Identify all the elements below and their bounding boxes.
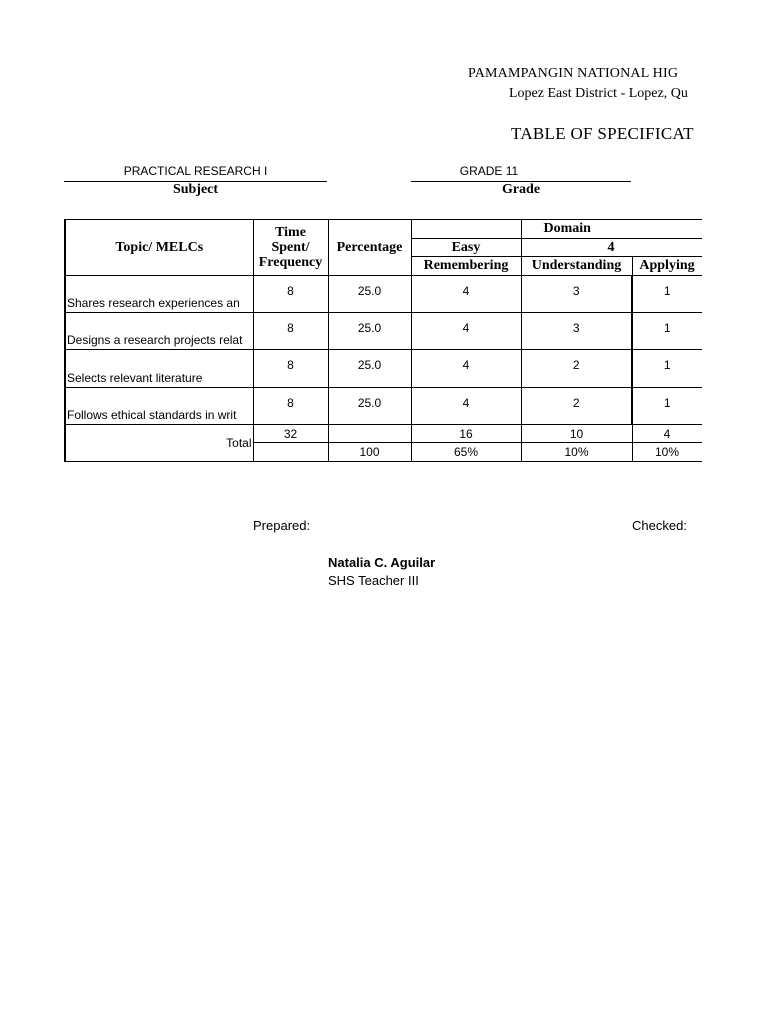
row-understanding: 3 — [572, 321, 580, 335]
percent-applying: 10% — [632, 443, 702, 462]
prepared-label: Prepared: — [253, 518, 311, 533]
row-remembering: 4 — [462, 358, 470, 372]
header-understanding: Understanding — [521, 257, 632, 276]
header-remembering: Remembering — [411, 257, 521, 276]
row-applying: 1 — [663, 396, 671, 410]
signatory-name: Natalia C. Aguilar — [328, 555, 436, 570]
totals-row — [65, 425, 702, 443]
row-topic: Follows ethical standards in writ — [67, 408, 237, 422]
row-applying: 1 — [663, 321, 671, 335]
table-row — [65, 313, 702, 350]
specification-table — [64, 219, 702, 462]
row-percentage: 25.0 — [357, 396, 382, 410]
row-understanding: 2 — [572, 358, 580, 372]
header-time-line-3: Frequency — [258, 255, 323, 270]
row-remembering: 4 — [462, 321, 470, 335]
row-topic: Designs a research projects relat — [67, 333, 243, 347]
table-row — [65, 388, 702, 425]
row-applying: 1 — [663, 358, 671, 372]
row-remembering: 4 — [462, 284, 470, 298]
row-understanding: 2 — [572, 396, 580, 410]
subject-label: Subject — [172, 182, 219, 197]
row-understanding: 3 — [572, 284, 580, 298]
row-percentage: 25.0 — [357, 321, 382, 335]
header-topic: Topic/ MELCs — [65, 220, 253, 276]
row-topic: Selects relevant literature — [67, 371, 203, 385]
row-percentage: 25.0 — [357, 358, 382, 372]
header-group-2: 4 — [521, 239, 702, 257]
total-percentage — [328, 425, 411, 443]
signatory-title: SHS Teacher III — [328, 573, 419, 588]
row-topic: Shares research experiences an — [67, 296, 240, 310]
domain-label: Domain — [543, 221, 591, 236]
header-row-1 — [65, 220, 702, 239]
row-remembering: 4 — [462, 396, 470, 410]
table-row — [65, 276, 702, 313]
total-applying: 4 — [632, 425, 702, 443]
school-name: PAMAMPANGIN NATIONAL HIG — [468, 66, 679, 81]
percent-remembering: 65% — [411, 443, 521, 462]
percent-percentage: 100 — [328, 443, 411, 462]
grade-label: Grade — [501, 182, 541, 197]
district-line: Lopez East District - Lopez, Qu — [509, 86, 688, 101]
document-title: TABLE OF SPECIFICAT — [511, 124, 694, 143]
row-time: 8 — [287, 358, 294, 372]
subject-value: PRACTICAL RESEARCH I — [123, 164, 268, 178]
header-domain — [521, 220, 702, 239]
header-time-line-2: Spent/ — [271, 240, 310, 255]
total-label: Total — [65, 425, 253, 462]
percent-understanding: 10% — [521, 443, 632, 462]
total-remembering: 16 — [411, 425, 521, 443]
header-time-spent — [253, 220, 328, 276]
percent-time — [253, 443, 328, 462]
row-percentage: 25.0 — [357, 284, 382, 298]
header-applying: Applying — [632, 257, 702, 276]
table-row — [65, 350, 702, 388]
total-understanding: 10 — [521, 425, 632, 443]
header-easy: Easy — [411, 239, 521, 257]
row-applying: 1 — [663, 284, 671, 298]
row-time: 8 — [287, 396, 294, 410]
row-time: 8 — [287, 284, 294, 298]
grade-value: GRADE 11 — [459, 164, 519, 178]
header-percentage: Percentage — [328, 220, 411, 276]
header-time-line-1: Time — [275, 225, 306, 240]
checked-label: Checked: — [632, 518, 687, 533]
total-time: 32 — [253, 425, 328, 443]
row-time: 8 — [287, 321, 294, 335]
